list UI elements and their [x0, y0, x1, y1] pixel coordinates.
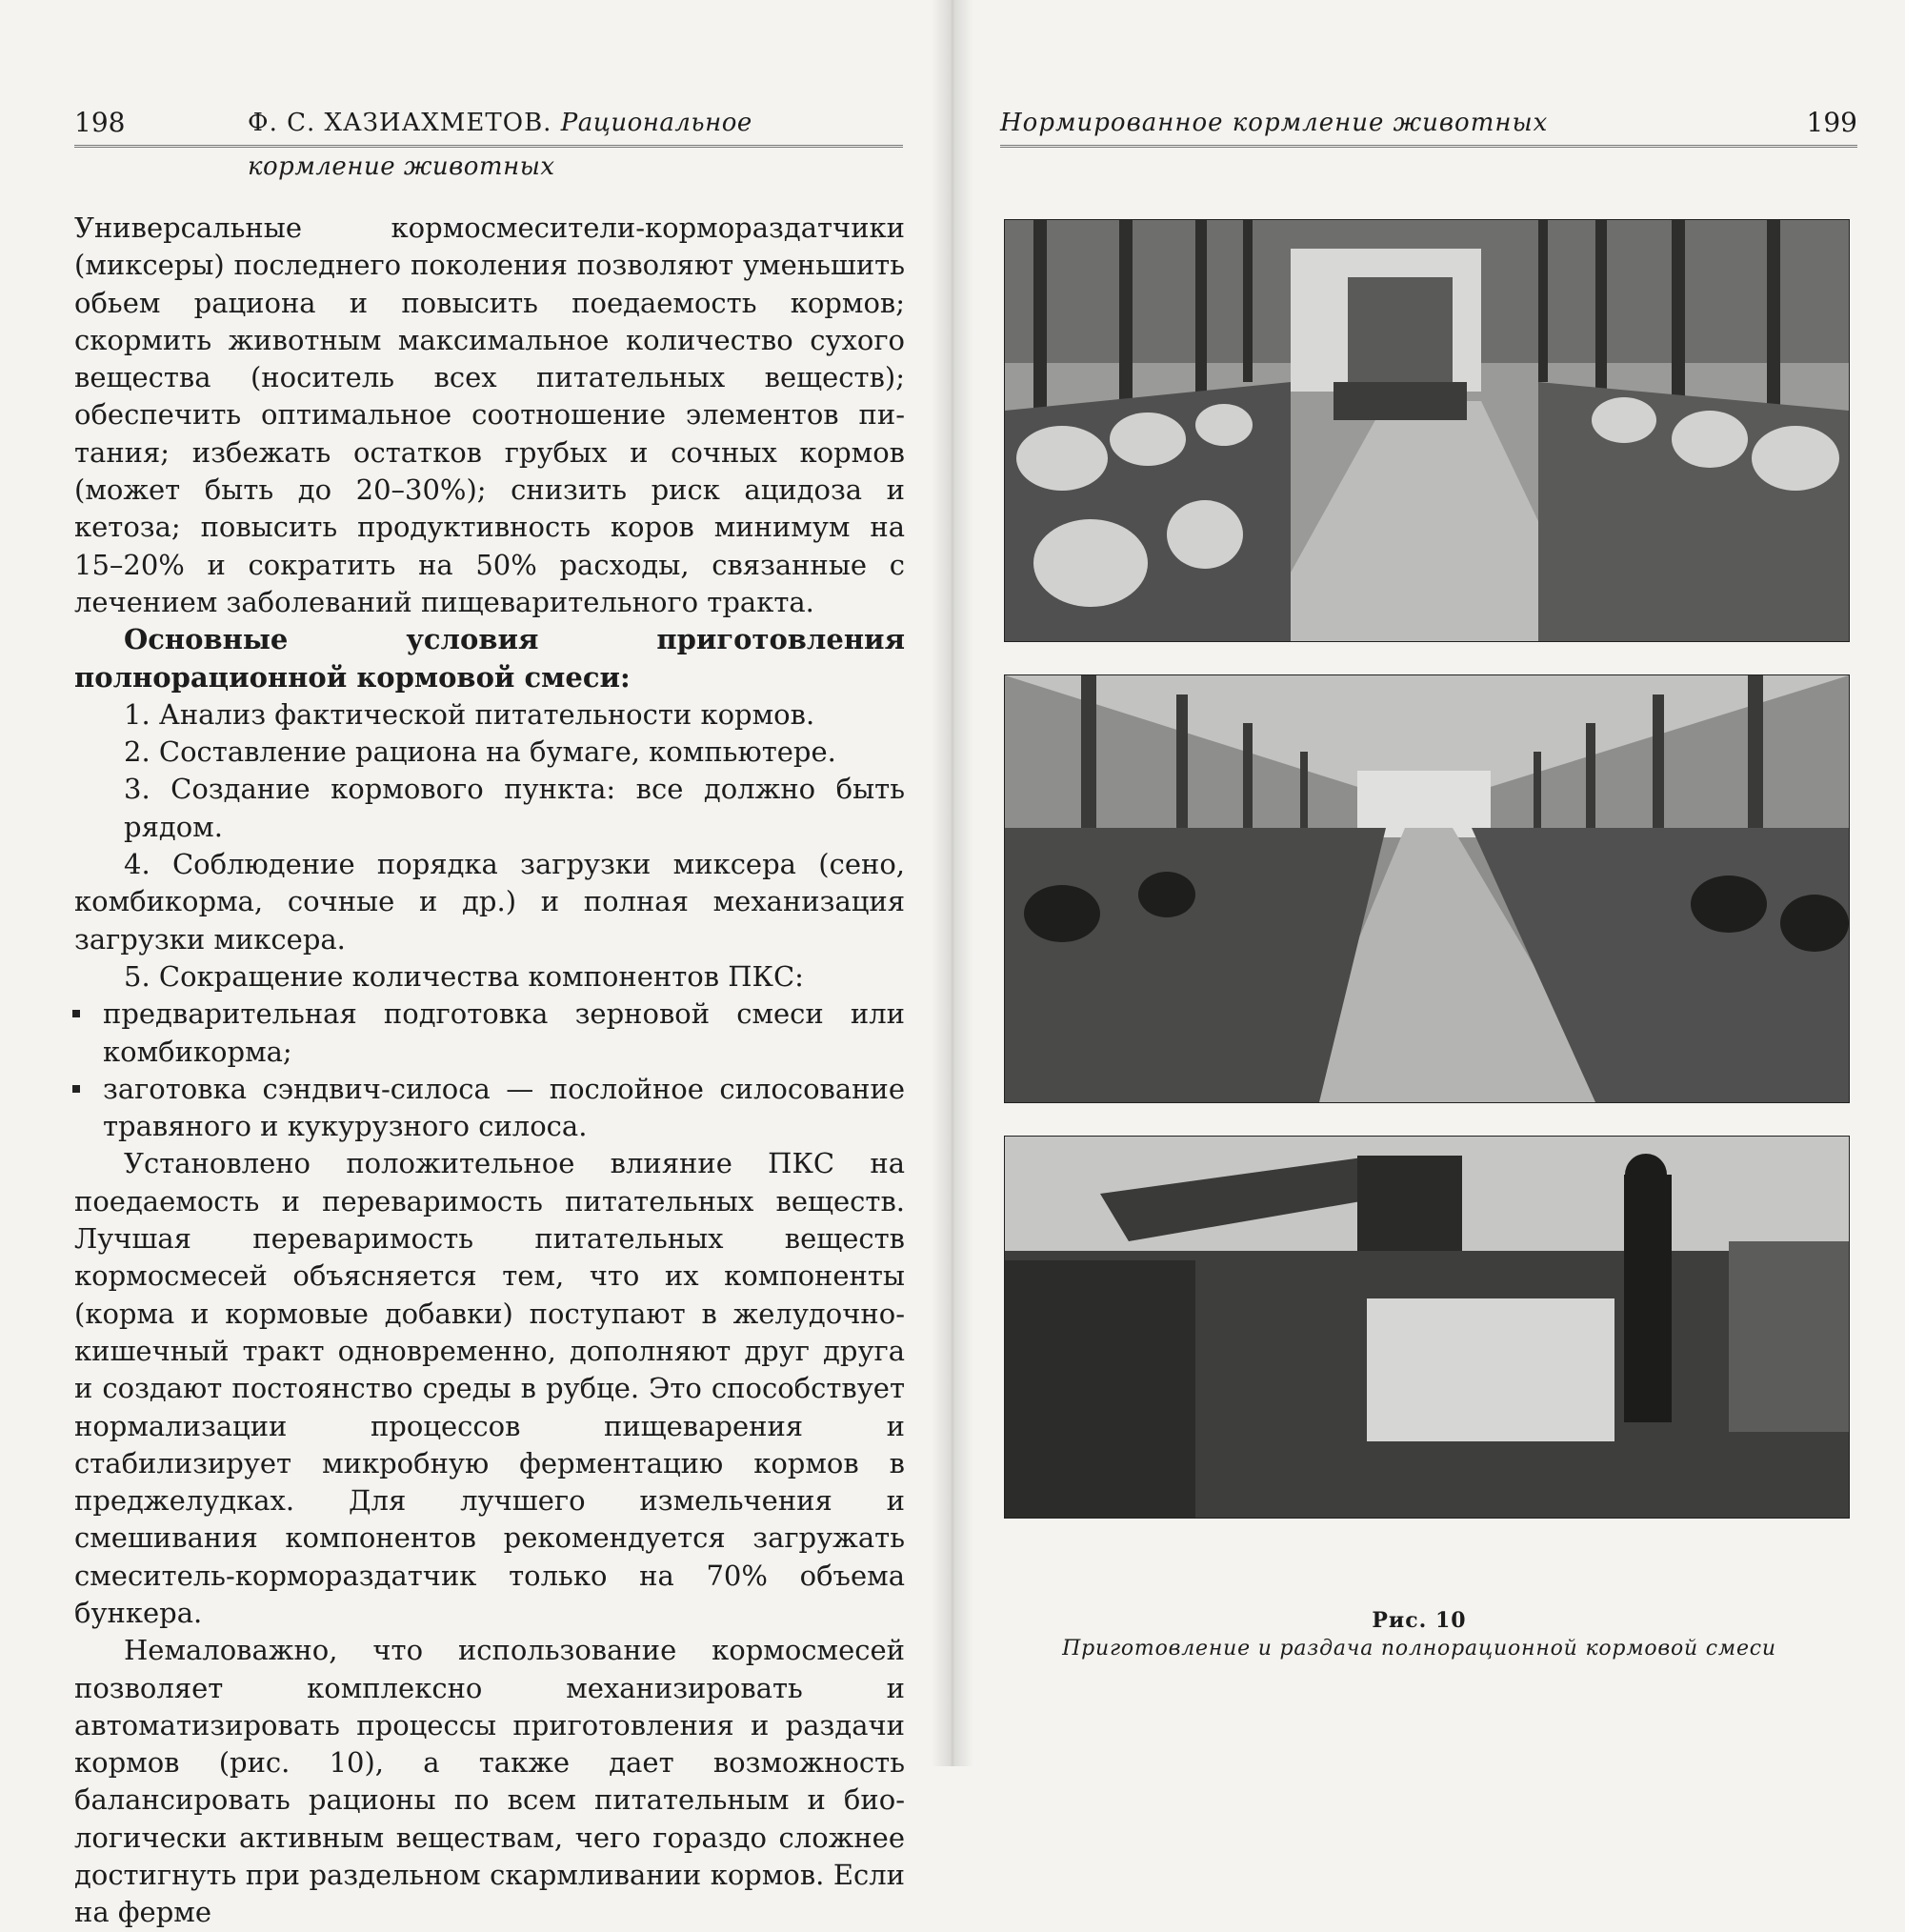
- photo-loader-mixer: [1004, 1136, 1850, 1519]
- left-running-head: [74, 101, 903, 181]
- bullet-item: [74, 1071, 905, 1146]
- figure-caption-block: [1000, 1608, 1838, 1660]
- barn-tractor-photo-icon: [1005, 220, 1849, 641]
- author-name: Ф. С. ХАЗИАХМЕТОВ.: [248, 109, 552, 137]
- right-page: [952, 0, 1905, 1766]
- condition-item-2: 2. Составление рациона на бумаге, компьютере.: [124, 735, 836, 769]
- photo-feeding-tractor-barn: [1004, 219, 1850, 642]
- paragraph-digestibility: Установлено положительное влияние ПКС на поедаемость и переваримость питательных веществ. Лучшая переваримость питательных веществ кормосмесей объясняется тем, что их компоненты (корма и кормовые добавки) поступают в желудочно-кишечный тракт одновременно, дополняют друг друга и создают постоянство среды в рубце. Это способствует нормализации процессов пищеварения и стабилизирует микробную ферментацию кормов в преджелудках. Для лучшего измельчения и смешивания компонентов рекомендуется загружать смеситель-кормораздатчик только на 70% объема бункера.: [74, 1147, 905, 1629]
- left-page: [0, 0, 943, 1929]
- figure-caption: Приготовление и раздача полнорационной кормовой смеси: [1062, 1637, 1776, 1660]
- photo-barn-aisle: [1004, 674, 1850, 1103]
- figure-label: Рис. 10: [1372, 1608, 1467, 1633]
- bullet-text: предварительная подготовка зерновой смеси или комбикорма;: [103, 997, 905, 1068]
- right-running-head: [1000, 101, 1857, 148]
- left-body-text: [74, 210, 905, 1932]
- running-head-title: Нормированное кормление животных: [1000, 109, 1549, 137]
- right-page-number: 199: [1806, 107, 1857, 138]
- book-title: Рациональное кормление животных: [248, 109, 752, 181]
- figure-photos: [1000, 219, 1857, 1551]
- bullet-square-icon: [72, 1010, 80, 1017]
- paragraph-mechanization: Немаловажно, что использование кормосмесей позволяет комплексно механизировать и автоматизировать процессы приготовления и раздачи кормов (рис. 10), а также дает возможность балансировать рационы по всем питательным и биологически активным веществам, чего гораздо сложнее достигнуть при раздельном скармливании кормов. Если на ферме: [74, 1634, 905, 1929]
- paragraph-mixers: Универсальные кормосмесители-кормораздатчики (миксеры) последнего поколения позволяют уменьшить обьем рациона и повысить поедаемость кормов; скормить животным максимальное количество сухого вещества (носитель всех питательных веществ); обеспечить оптимальное соотношение элементов питания; избежать остатков грубых и сочных кормов (может быть до 20–30%); снизить риск ацидоза и кетоза; повысить продуктивность коров минимум на 15–20% и сократить на 50% расходы, связанные с лечением заболеваний пищеварительного тракта.: [74, 211, 905, 618]
- bullet-item: [74, 996, 905, 1071]
- bullet-square-icon: [72, 1085, 80, 1093]
- loader-mixer-photo-icon: [1005, 1137, 1849, 1518]
- left-page-number: 198: [74, 107, 126, 138]
- barn-aisle-photo-icon: [1005, 675, 1849, 1102]
- bullet-text: заготовка сэндвич-силоса — послойное силосование травяного и кукурузного силоса.: [103, 1072, 905, 1143]
- condition-item-3: 3. Создание кормового пункта: все должно быть рядом.: [124, 773, 905, 843]
- running-head-author: [248, 101, 903, 189]
- condition-item-1: 1. Анализ фактической питательности кормов.: [124, 697, 815, 731]
- section-heading: Основные условия приготовления полнорационной кормовой смеси:: [74, 623, 905, 694]
- condition-item-5: 5. Сокращение количества компонентов ПКС:: [124, 959, 804, 993]
- condition-item-4: 4. Соблюдение порядка загрузки миксера (сено, комбикорма, сочные и др.) и полная механизация загрузки миксера.: [74, 848, 905, 956]
- bullet-list: [74, 996, 905, 1145]
